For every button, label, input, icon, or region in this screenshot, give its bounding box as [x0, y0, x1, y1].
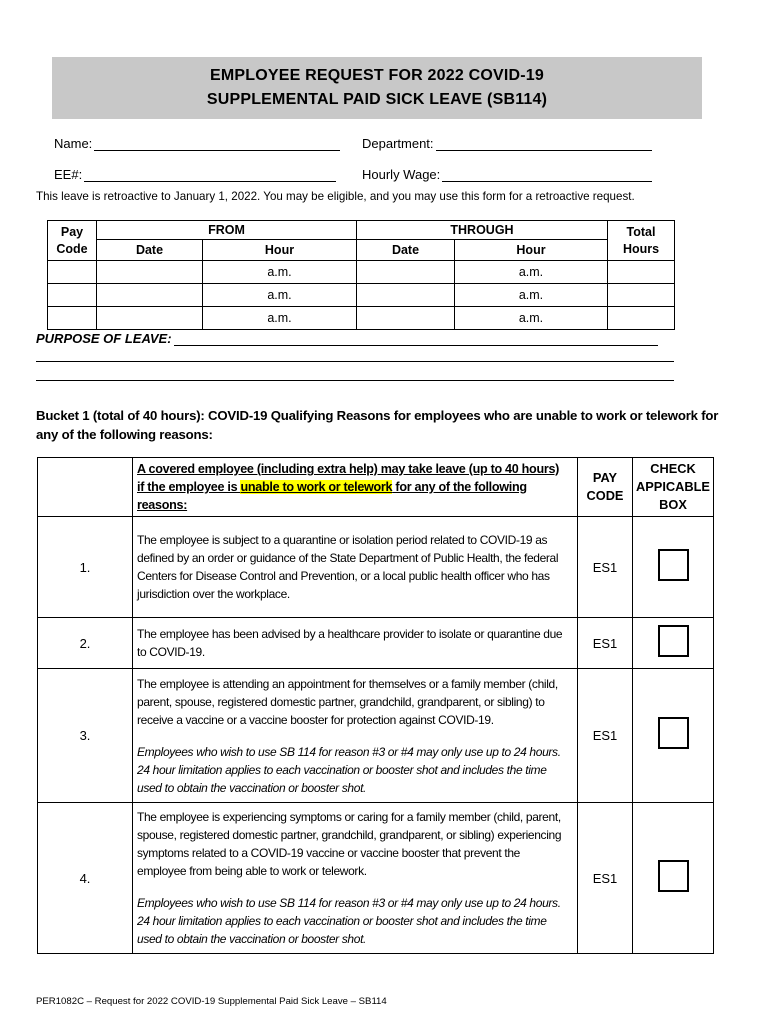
total-hours-cell[interactable]	[608, 261, 675, 284]
reasons-header-empty	[38, 458, 133, 517]
pay-code-cell[interactable]	[48, 307, 97, 330]
header-text-pre: A covered employee (including extra help) may take leave (up to 40 hours) if the employee is	[137, 462, 560, 494]
from-hour-cell[interactable]	[203, 284, 357, 307]
from-date-cell[interactable]	[97, 284, 203, 307]
total-hours-cell[interactable]	[608, 284, 675, 307]
name-label: Name:	[54, 136, 93, 151]
total-hours-cell[interactable]	[608, 307, 675, 330]
from-date-cell[interactable]	[97, 261, 203, 284]
total-hours-header: Total Hours	[608, 221, 675, 261]
header-text-post: for any of the following reasons:	[137, 480, 527, 512]
reasons-header-text	[133, 458, 578, 517]
reason-row	[38, 517, 714, 618]
reason-text: The employee has been advised by a healthcare provider to isolate or quarantine due to COVID-19.	[137, 627, 563, 659]
department-field[interactable]	[362, 136, 652, 151]
reason-text-cell	[133, 618, 578, 669]
leave-row	[48, 307, 675, 330]
reason-pay-code: ES1	[578, 803, 633, 954]
purpose-line-2[interactable]	[36, 361, 674, 362]
qualifying-reasons-table	[37, 457, 714, 954]
retroactive-note: This leave is retroactive to January 1, 2022. You may be eligible, and you may use this form for a retroactive request.	[36, 190, 635, 203]
pay-code-column-header: PAY CODE	[578, 458, 633, 517]
through-date-cell[interactable]	[357, 284, 455, 307]
through-date-header: Date	[357, 240, 455, 261]
form-title-box	[52, 57, 702, 119]
reason-row	[38, 669, 714, 803]
ee-field[interactable]	[54, 167, 336, 182]
reason-check-cell	[633, 618, 714, 669]
check-box-column-header: CHECK APPICABLE BOX	[633, 458, 714, 517]
from-date-cell[interactable]	[97, 307, 203, 330]
form-title-line1: EMPLOYEE REQUEST FOR 2022 COVID-19	[210, 67, 544, 84]
reason-text: The employee is experiencing symptoms or caring for a family member (child, parent, spouse, registered domestic partner, grandchild, grandparent, or sibling) experiencing symptoms related to a COVID-19 vaccine or vaccine booster that prevent the employee from being able to work or telework.	[137, 810, 562, 878]
through-hour-cell[interactable]	[455, 284, 608, 307]
form-title-line2: SUPPLEMENTAL PAID SICK LEAVE (SB114)	[206, 91, 548, 108]
reason-check-cell	[633, 803, 714, 954]
reason-text: The employee is attending an appointment for themselves or a family member (child, parent, spouse, registered domestic partner, grandchild, grandparent, or sibling) to receive a vaccine or a vaccine booster for protection against COVID-19.	[137, 676, 558, 727]
through-date-cell[interactable]	[357, 307, 455, 330]
hourly-wage-field[interactable]	[362, 167, 652, 182]
reason-pay-code: ES1	[578, 618, 633, 669]
reason-row	[38, 803, 714, 954]
through-date-cell[interactable]	[357, 261, 455, 284]
reason-check-cell	[633, 669, 714, 803]
department-label: Department:	[362, 136, 434, 151]
am-label: a.m.	[267, 265, 292, 279]
purpose-line[interactable]	[174, 334, 658, 346]
purpose-of-leave-field[interactable]	[36, 331, 658, 346]
reasons-header-row	[38, 458, 714, 517]
through-header: THROUGH	[357, 221, 608, 240]
pay-code-header: Pay Code	[48, 221, 97, 261]
reason-text: The employee is subject to a quarantine or isolation period related to COVID-19 as defined by an order or guidance of the State Department of Public Health, the federal Centers for Disease Control and Prevention, or a local public health officer who has jurisdiction over the workplace.	[137, 533, 559, 601]
reason-text-cell	[133, 803, 578, 954]
reason-text-cell	[133, 669, 578, 803]
am-label: a.m.	[518, 288, 544, 302]
form-footer: PER1082C – Request for 2022 COVID-19 Supplemental Paid Sick Leave – SB114	[36, 996, 387, 1007]
pay-code-cell[interactable]	[48, 284, 97, 307]
reason-pay-code: ES1	[578, 669, 633, 803]
reason-number: 3.	[38, 669, 133, 803]
department-line[interactable]	[436, 138, 652, 151]
leave-row	[48, 284, 675, 307]
am-label: a.m.	[518, 265, 544, 279]
reason-note: Employees who wish to use SB 114 for reason #3 or #4 may only use up to 24 hours. 24 hour limitation applies to each vaccination or booster shot and includes the time used to obtain the vaccination or booster shot.	[137, 896, 561, 946]
purpose-label: PURPOSE OF LEAVE:	[36, 331, 172, 346]
reason-note: Employees who wish to use SB 114 for reason #3 or #4 may only use up to 24 hours. 24 hour limitation applies to each vaccination or booster shot and includes the time used to obtain the vaccination or booster shot.	[137, 744, 561, 795]
through-hour-cell[interactable]	[455, 261, 608, 284]
leave-dates-table	[47, 220, 675, 330]
reason-check-cell	[633, 517, 714, 618]
leave-row	[48, 261, 675, 284]
bucket-1-heading: Bucket 1 (total of 40 hours): COVID-19 Qualifying Reasons for employees who are unable to work or telework for any of the following reasons:	[36, 408, 719, 442]
reason-number: 1.	[38, 517, 133, 618]
ee-line[interactable]	[84, 169, 336, 182]
header-text-highlight: unable to work or telework	[240, 480, 393, 494]
name-field[interactable]	[54, 136, 340, 151]
from-hour-cell[interactable]	[203, 307, 357, 330]
from-header: FROM	[97, 221, 357, 240]
through-hour-header: Hour	[455, 240, 608, 261]
reason-1-checkbox[interactable]	[658, 549, 689, 581]
pay-code-cell[interactable]	[48, 261, 97, 284]
am-label: a.m.	[267, 288, 292, 302]
reason-number: 4.	[38, 803, 133, 954]
through-hour-cell[interactable]	[455, 307, 608, 330]
hourly-wage-line[interactable]	[442, 169, 652, 182]
reason-text-cell	[133, 517, 578, 618]
am-label: a.m.	[267, 311, 292, 325]
reason-4-checkbox[interactable]	[658, 860, 689, 892]
am-label: a.m.	[518, 311, 544, 325]
name-line[interactable]	[94, 138, 340, 151]
purpose-line-3[interactable]	[36, 380, 674, 381]
from-hour-cell[interactable]	[203, 261, 357, 284]
from-date-header: Date	[97, 240, 203, 261]
hourly-wage-label: Hourly Wage:	[362, 167, 441, 182]
reason-2-checkbox[interactable]	[658, 625, 689, 657]
reason-3-checkbox[interactable]	[658, 717, 689, 749]
ee-label: EE#:	[54, 167, 83, 182]
reason-pay-code: ES1	[578, 517, 633, 618]
reason-row	[38, 618, 714, 669]
reason-number: 2.	[38, 618, 133, 669]
from-hour-header: Hour	[203, 240, 357, 261]
